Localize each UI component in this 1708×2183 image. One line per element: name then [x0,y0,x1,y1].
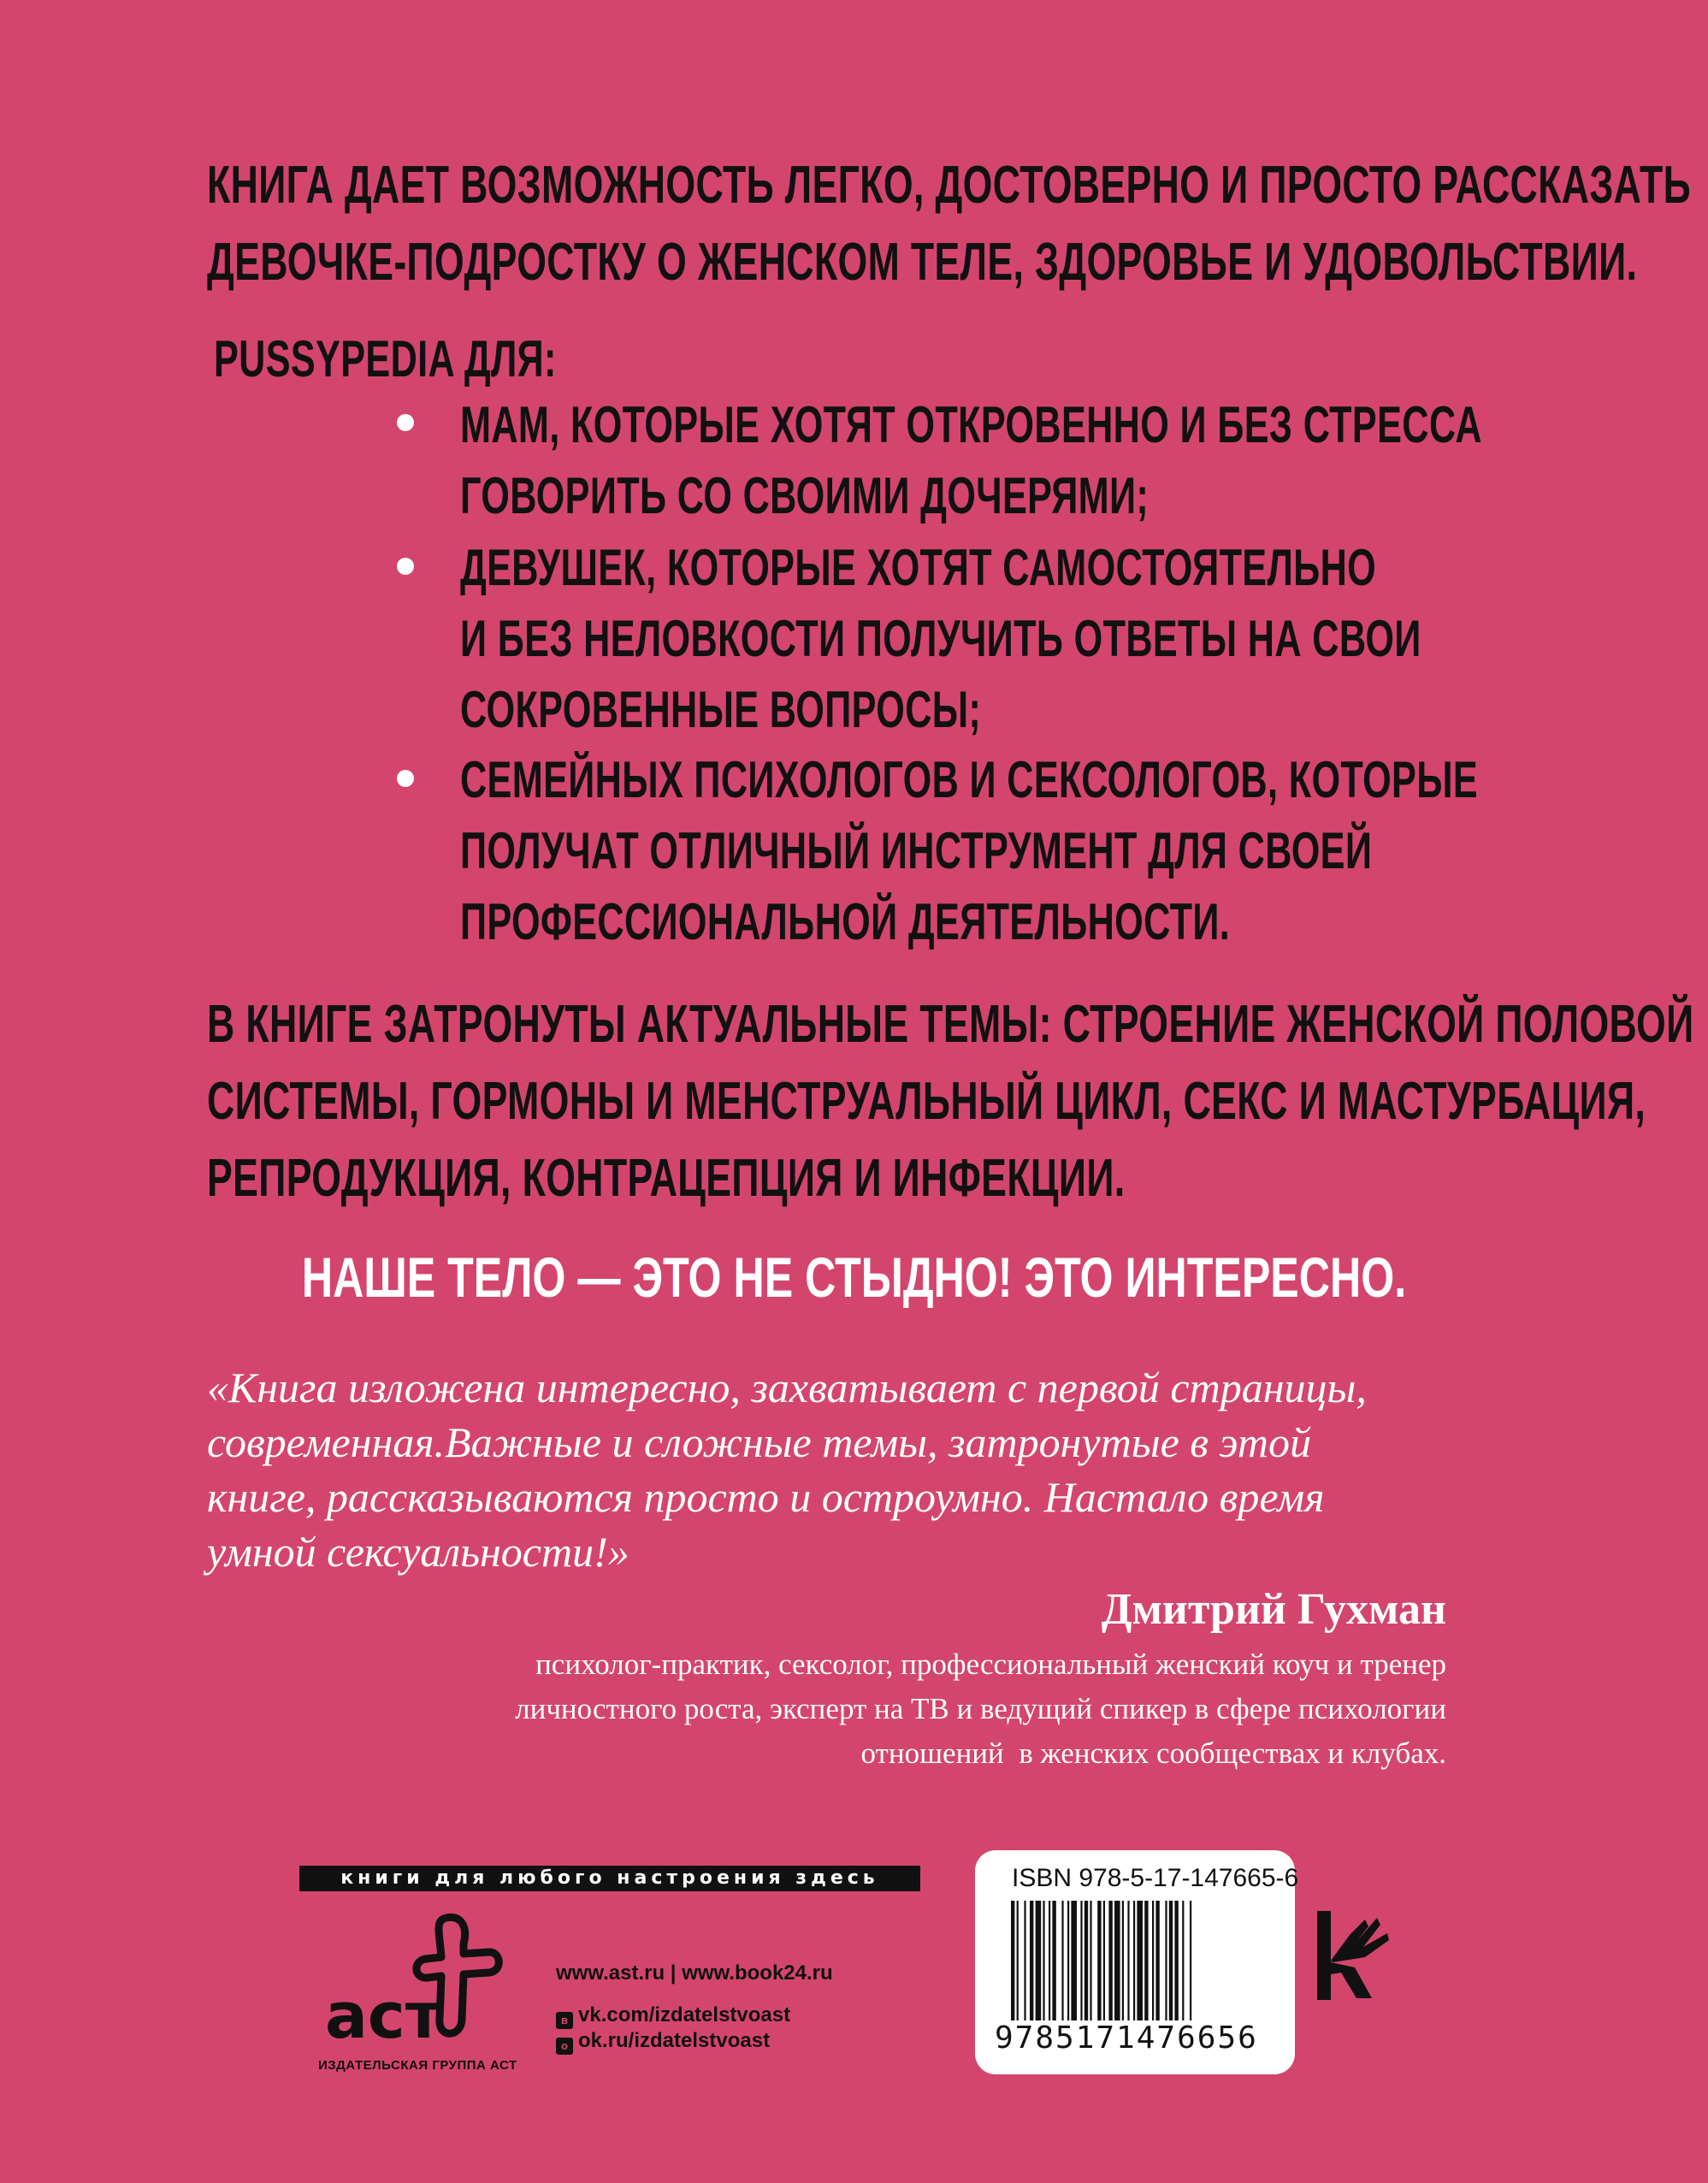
quote-line: «Книга изложена интересно, захватывает с первой страницы, [207,1364,1367,1411]
slogan-text: НАШЕ ТЕЛО — ЭТО НЕ СТЫДНО! ЭТО ИНТЕРЕСНО. [301,1245,1407,1309]
barcode-bar [1144,1901,1148,2020]
barcode-bar [1080,1901,1082,2020]
bio-line: психолог-практик, сексолог, профессиональный женский коуч и тренер [535,1648,1446,1681]
barcode-bar [1030,1901,1033,2020]
websites[interactable]: www.ast.ru | www.book24.ru [556,1961,833,1985]
promo-banner: книги для любого настроения здесь [299,1866,920,1891]
audience-item [460,532,1421,745]
barcode-bar [1122,1901,1124,2020]
audience-item-line: СЕМЕЙНЫХ ПСИХОЛОГОВ И СЕКСОЛОГОВ, КОТОРЫЕ [460,751,1479,808]
vk-link[interactable] [556,2003,790,2029]
ok-link[interactable] [556,2029,770,2055]
barcode-bar [1061,1901,1063,2020]
topics-paragraph [207,986,1694,1217]
audience-item-line: И БЕЗ НЕЛОВКОСТИ ПОЛУЧИТЬ ОТВЕТЫ НА СВОИ [460,610,1421,667]
ast-logo [318,1909,515,2055]
topics-line: СИСТЕМЫ, ГОРМОНЫ И МЕНСТРУАЛЬНЫЙ ЦИКЛ, СЕКС И МАСТУРБАЦИЯ, [207,1072,1646,1131]
audience-item-line: МАМ, КОТОРЫЕ ХОТЯТ ОТКРОВЕННО И БЕЗ СТРЕССА [460,396,1482,453]
ast-logo-text: аст [325,1979,442,2053]
barcode-bar [1052,1901,1055,2020]
audience-item-line: ДЕВУШЕК, КОТОРЫЕ ХОТЯТ САМОСТОЯТЕЛЬНО [460,539,1377,596]
bio-line: отношений в женских сообществах и клубах. [860,1736,1446,1770]
intro-paragraph [207,147,1691,301]
barcode-bar [1097,1901,1101,2020]
quote-line: современная.Важные и сложные темы, затронутые в этой [207,1418,1311,1466]
barcode-bar [1155,1901,1159,2020]
vk-icon: в [556,2012,573,2029]
barcode-number: 9785171476656 [995,2020,1258,2056]
bullet-dot-icon [397,414,414,431]
barcode-bar [1133,1901,1135,2020]
ok-icon: о [556,2038,573,2055]
audience-item-line: СОКРОВЕННЫЕ ВОПРОСЫ; [460,681,982,738]
barcode-bar [1190,1901,1191,2020]
intro-line: КНИГА ДАЕТ ВОЗМОЖНОСТЬ ЛЕГКО, ДОСТОВЕРНО И ПРОСТО РАССКАЗАТЬ [207,156,1692,215]
quote-line: умной сексуальности!» [207,1528,629,1576]
author-bio [515,1642,1446,1776]
barcode-bar [1036,1901,1042,2020]
audience-item-line: ПОЛУЧАТ ОТЛИЧНЫЙ ИНСТРУМЕНТ ДЛЯ СВОЕЙ [460,822,1373,879]
barcode-bar [1049,1901,1050,2020]
barcode-bar [1137,1901,1143,2020]
barcode-bar [1169,1901,1173,2020]
ok-link-text: ok.ru/izdatelstvoast [578,2029,771,2052]
publisher-caption: ИЗДАТЕЛЬСКАЯ ГРУППА АСТ [318,2058,517,2073]
barcode-bar [1127,1901,1129,2020]
quote-author: Дмитрий Гухман [1101,1585,1446,1634]
barcode-bar [1090,1901,1091,2020]
barcode-bar [1182,1901,1184,2020]
quote-line: книге, рассказываются просто и остроумно. Настало время [207,1473,1325,1521]
slogan [0,1245,1708,1310]
barcode-bar [1108,1901,1112,2020]
audience-item [460,744,1478,957]
audience-item [460,389,1482,531]
audience-heading: PUSSYPEDIA ДЛЯ: [214,330,557,387]
review-quote [207,1360,1490,1579]
barcode-bar [1165,1901,1167,2020]
audience-item-line: ГОВОРИТЬ СО СВОИМИ ДОЧЕРЯМИ; [460,467,1150,524]
barcode-bar [1011,1901,1014,2020]
vk-link-text: vk.com/izdatelstvoast [578,2003,791,2026]
barcode-bar [1024,1901,1025,2020]
barcode-bar [1067,1901,1069,2020]
barcode-bar [1152,1901,1154,2020]
topics-line: В КНИГЕ ЗАТРОНУТЫ АКТУАЛЬНЫЕ ТЕМЫ: СТРОЕНИЕ ЖЕНСКОЙ ПОЛОВОЙ [207,995,1694,1054]
barcode-bar [1017,1901,1019,2020]
k-book-logo [1315,1909,1392,2003]
barcode-bar [1043,1901,1044,2020]
isbn: ISBN 978-5-17-147665-6 [1012,1864,1299,1892]
bullet-dot-icon [397,558,414,575]
barcode-bar [1071,1901,1077,2020]
bio-line: личностного роста, эксперт на ТВ и ведущий спикер в сфере психологии [515,1692,1446,1725]
bullet-dot-icon [397,770,414,787]
barcode-bar [1084,1901,1088,2020]
audience-item-line: ПРОФЕССИОНАЛЬНОЙ ДЕЯТЕЛЬНОСТИ. [460,893,1231,950]
barcode-bar [1174,1901,1178,2020]
barcode-bar [1114,1901,1120,2020]
topics-line: РЕПРОДУКЦИЯ, КОНТРАЦЕПЦИЯ И ИНФЕКЦИИ. [207,1149,1126,1208]
intro-line: ДЕВОЧКЕ-ПОДРОСТКУ О ЖЕНСКОМ ТЕЛЕ, ЗДОРОВЬЕ И УДОВОЛЬСТВИИ. [207,233,1638,292]
barcode [1008,1901,1264,2020]
barcode-bar [1103,1901,1105,2020]
